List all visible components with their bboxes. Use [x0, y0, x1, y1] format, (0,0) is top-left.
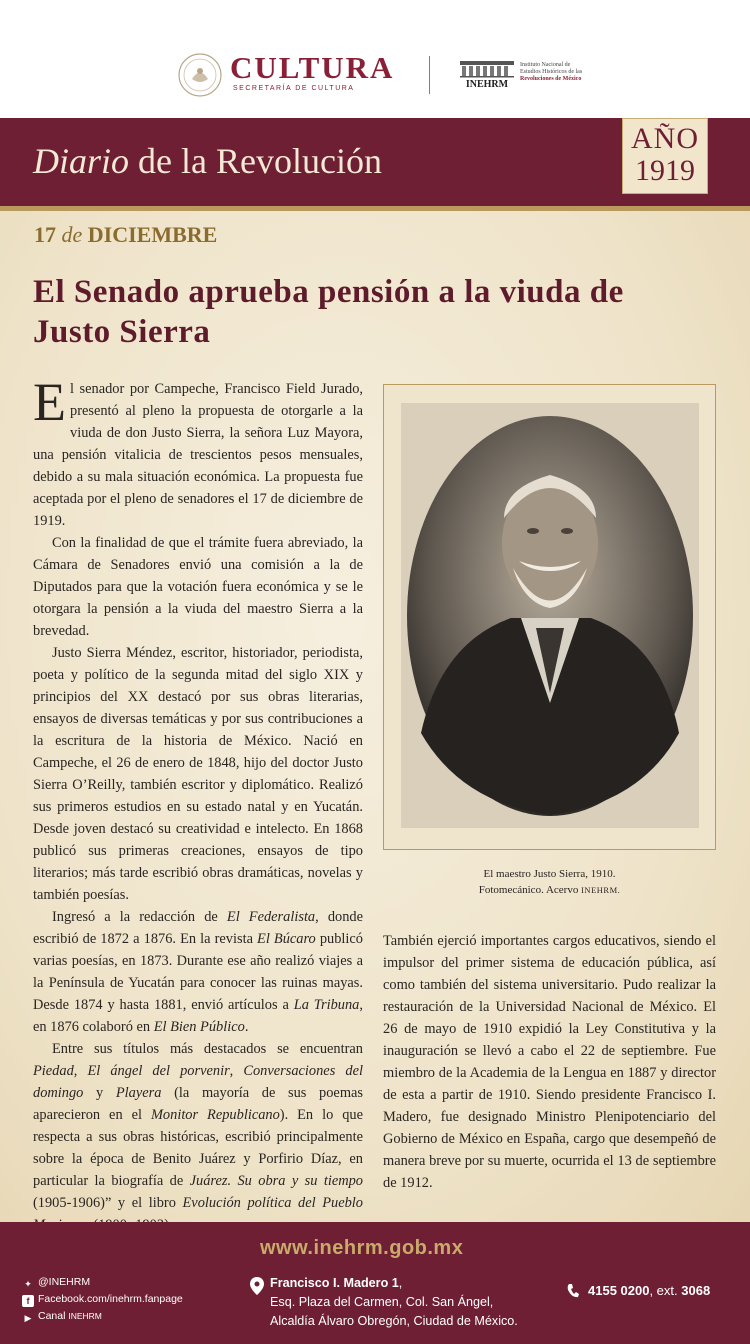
- location-pin-icon: [250, 1277, 264, 1295]
- youtube-icon: ▶: [24, 1313, 32, 1323]
- title-el-federalista: El Federalista: [226, 909, 316, 925]
- website-link[interactable]: www.inehrm.gob.mx: [260, 1237, 464, 1259]
- date-month: DICIEMBRE: [87, 222, 218, 247]
- paragraph-1: [33, 372, 363, 532]
- article-date: [34, 222, 217, 248]
- paragraph-2: Con la finalidad de que el trámite fuera abreviado, la Cámara de Senadores envió una comisión a la de Diputados para que la votación fuera económica y se le otorgara la pensión a la viuda del maestro Sierra a la brevedad.: [33, 535, 363, 639]
- address-line-1: Francisco I. Madero 1,: [270, 1276, 403, 1290]
- title-monitor: Monitor Republicano: [150, 1107, 280, 1123]
- address-block: [270, 1274, 518, 1331]
- date-de: de: [61, 222, 83, 247]
- title-evolucion: Evolución política del Pueblo: [182, 1195, 363, 1211]
- article-headline: El Senado aprueba pensión a la viuda de Justo Sierra: [33, 274, 624, 350]
- address-line-3: Alcaldía Álvaro Obregón, Ciudad de México.: [270, 1314, 518, 1328]
- paragraph-1-text: l senador por Campeche, Francisco Field Jurado, presentó al pleno la propuesta de otorgarle a la viuda de don Justo Sierra, la señora Luz Mayora, una pensión vitalicia de trescientos pesos mensuales, debido a su mala situación económica. La propuesta fue aceptada por el pleno de senadores el 17 de diciembre de 1919.: [33, 381, 363, 529]
- title-conversaciones: Conversaciones del domingo: [33, 1063, 363, 1101]
- paragraph-6: También ejerció importantes cargos educativos, siendo el impulsor del primer sistema de educación pública, así como también del sistema universitario. Pudo realizar la restauración de la Universidad Nacional de México. El 26 de mayo de 1910 expidió la Ley Constitutiva y la inauguración se llevó a cabo el 22 de septiembre. Fue miembro de la Academia de la Lengua en 1887 y director de esta a partir de 1910. Siendo presidente Francisco I. Madero, fue designado Ministro Plenipotenciario del Gobierno de México en España, cargo que desempeñó de manera breve por su muerte, ocurrida el 13 de septiembre de 1912.: [383, 933, 716, 1191]
- year-value: 1919: [635, 154, 695, 187]
- phone-number[interactable]: 4155 0200, ext. 3068: [588, 1283, 711, 1298]
- year-badge: [622, 118, 708, 194]
- inehrm-line-2: Estudios Históricos de las: [520, 69, 583, 75]
- paragraph-5: Entre sus títulos más destacados se encuentran Piedad, El ángel del porvenir, Conversaciones del domingo y Playera (la mayoría de sus poemas aparecieron en el Monitor Republicano). En lo que respecta a sus obras históricas, escribió principalmente sobre la época de Benito Juárez y Porfirio Díaz, en particular la biografía de Juárez. Su obra y su tiempo (1905-1906)” y el libro Evolución política del Pueblo: [33, 1038, 363, 1236]
- title-la-tribuna: La Tribuna: [293, 997, 360, 1013]
- youtube-link[interactable]: ▶ Canal INEHRM: [22, 1310, 102, 1324]
- mexico-seal-icon: [177, 52, 223, 98]
- date-day: 17: [34, 222, 56, 247]
- photo-caption: [383, 866, 716, 898]
- inehrm-logo-caption: [520, 62, 582, 83]
- address-line-2: Esq. Plaza del Carmen, Col. San Ángel,: [270, 1295, 494, 1309]
- title-juarez: Juárez. Su obra y su tiempo: [189, 1173, 363, 1189]
- inehrm-building-icon: [458, 59, 516, 89]
- inehrm-line-3: Revoluciones de México: [520, 76, 582, 82]
- inehrm-logo-text: INEHRM: [465, 79, 509, 89]
- title-piedad: Piedad: [33, 1063, 74, 1079]
- year-label: AÑO: [631, 122, 699, 155]
- caption-line-2: Fotomecánico. Acervo INEHRM.: [478, 884, 621, 896]
- title-playera: Playera: [115, 1085, 162, 1101]
- banner-title: [33, 140, 382, 182]
- title-el-angel: El ángel del porvenir: [87, 1063, 230, 1079]
- twitter-icon: ✦: [24, 1279, 32, 1289]
- paragraph-4: Ingresó a la redacción de El Federalista, donde escribió de 1872 a 1876. En la revista El Búcaro publicó varias poesías, en 1873. Durante ese año realizó viajes a la Península de Yucatán para conocer las ruinas mayas. Desde 1874 y hasta 1881, envió artículos a La Tribuna, en 1876 colaboró en El Bien Público.: [33, 909, 363, 1035]
- banner-title-italic: Diario: [33, 141, 130, 181]
- facebook-link[interactable]: f Facebook.com/inehrm.fanpage: [22, 1293, 183, 1307]
- drop-cap: E: [33, 372, 66, 432]
- inehrm-line-1: Instituto Nacional de: [520, 62, 571, 68]
- logo-divider: [429, 56, 430, 94]
- twitter-link[interactable]: ✦ @INEHRM: [22, 1276, 90, 1290]
- justo-sierra-portrait: [401, 403, 699, 828]
- banner-title-rest: de la Revolución: [129, 141, 382, 181]
- phone-icon: [567, 1284, 579, 1298]
- facebook-icon: f: [22, 1295, 34, 1307]
- cultura-logo-subtitle: SECRETARÍA DE CULTURA: [233, 85, 355, 92]
- article-column-right: [383, 930, 716, 1194]
- title-el-bien-publico: El Bien Público: [153, 1019, 245, 1035]
- caption-line-1: El maestro Justo Sierra, 1910.: [483, 868, 616, 880]
- paragraph-3: Justo Sierra Méndez, escritor, historiador, periodista, poeta y político de la segunda mitad del siglo XIX y principios del XX destacó por sus obras literarias, ensayos de diversas temáticas y por sus contribuciones a la escritura de la historia de México. Nació en Campeche, el 26 de enero de 1848, hijo del doctor Justo Sierra O’Reilly, también escritor y diplomático. Realizó sus primeros estudios en su estado natal y en Yucatán. Desde joven destacó su creatividad e intelecto. En 1868 publicó sus primeras creaciones, ensayos de tipo literarios; más tarde escribió obras dramáticas, novelas y también poesías.: [33, 645, 363, 903]
- article-column-left: [33, 372, 363, 1236]
- cultura-logo-title: CULTURA: [230, 50, 395, 85]
- title-el-bucaro: El Búcaro: [257, 931, 316, 947]
